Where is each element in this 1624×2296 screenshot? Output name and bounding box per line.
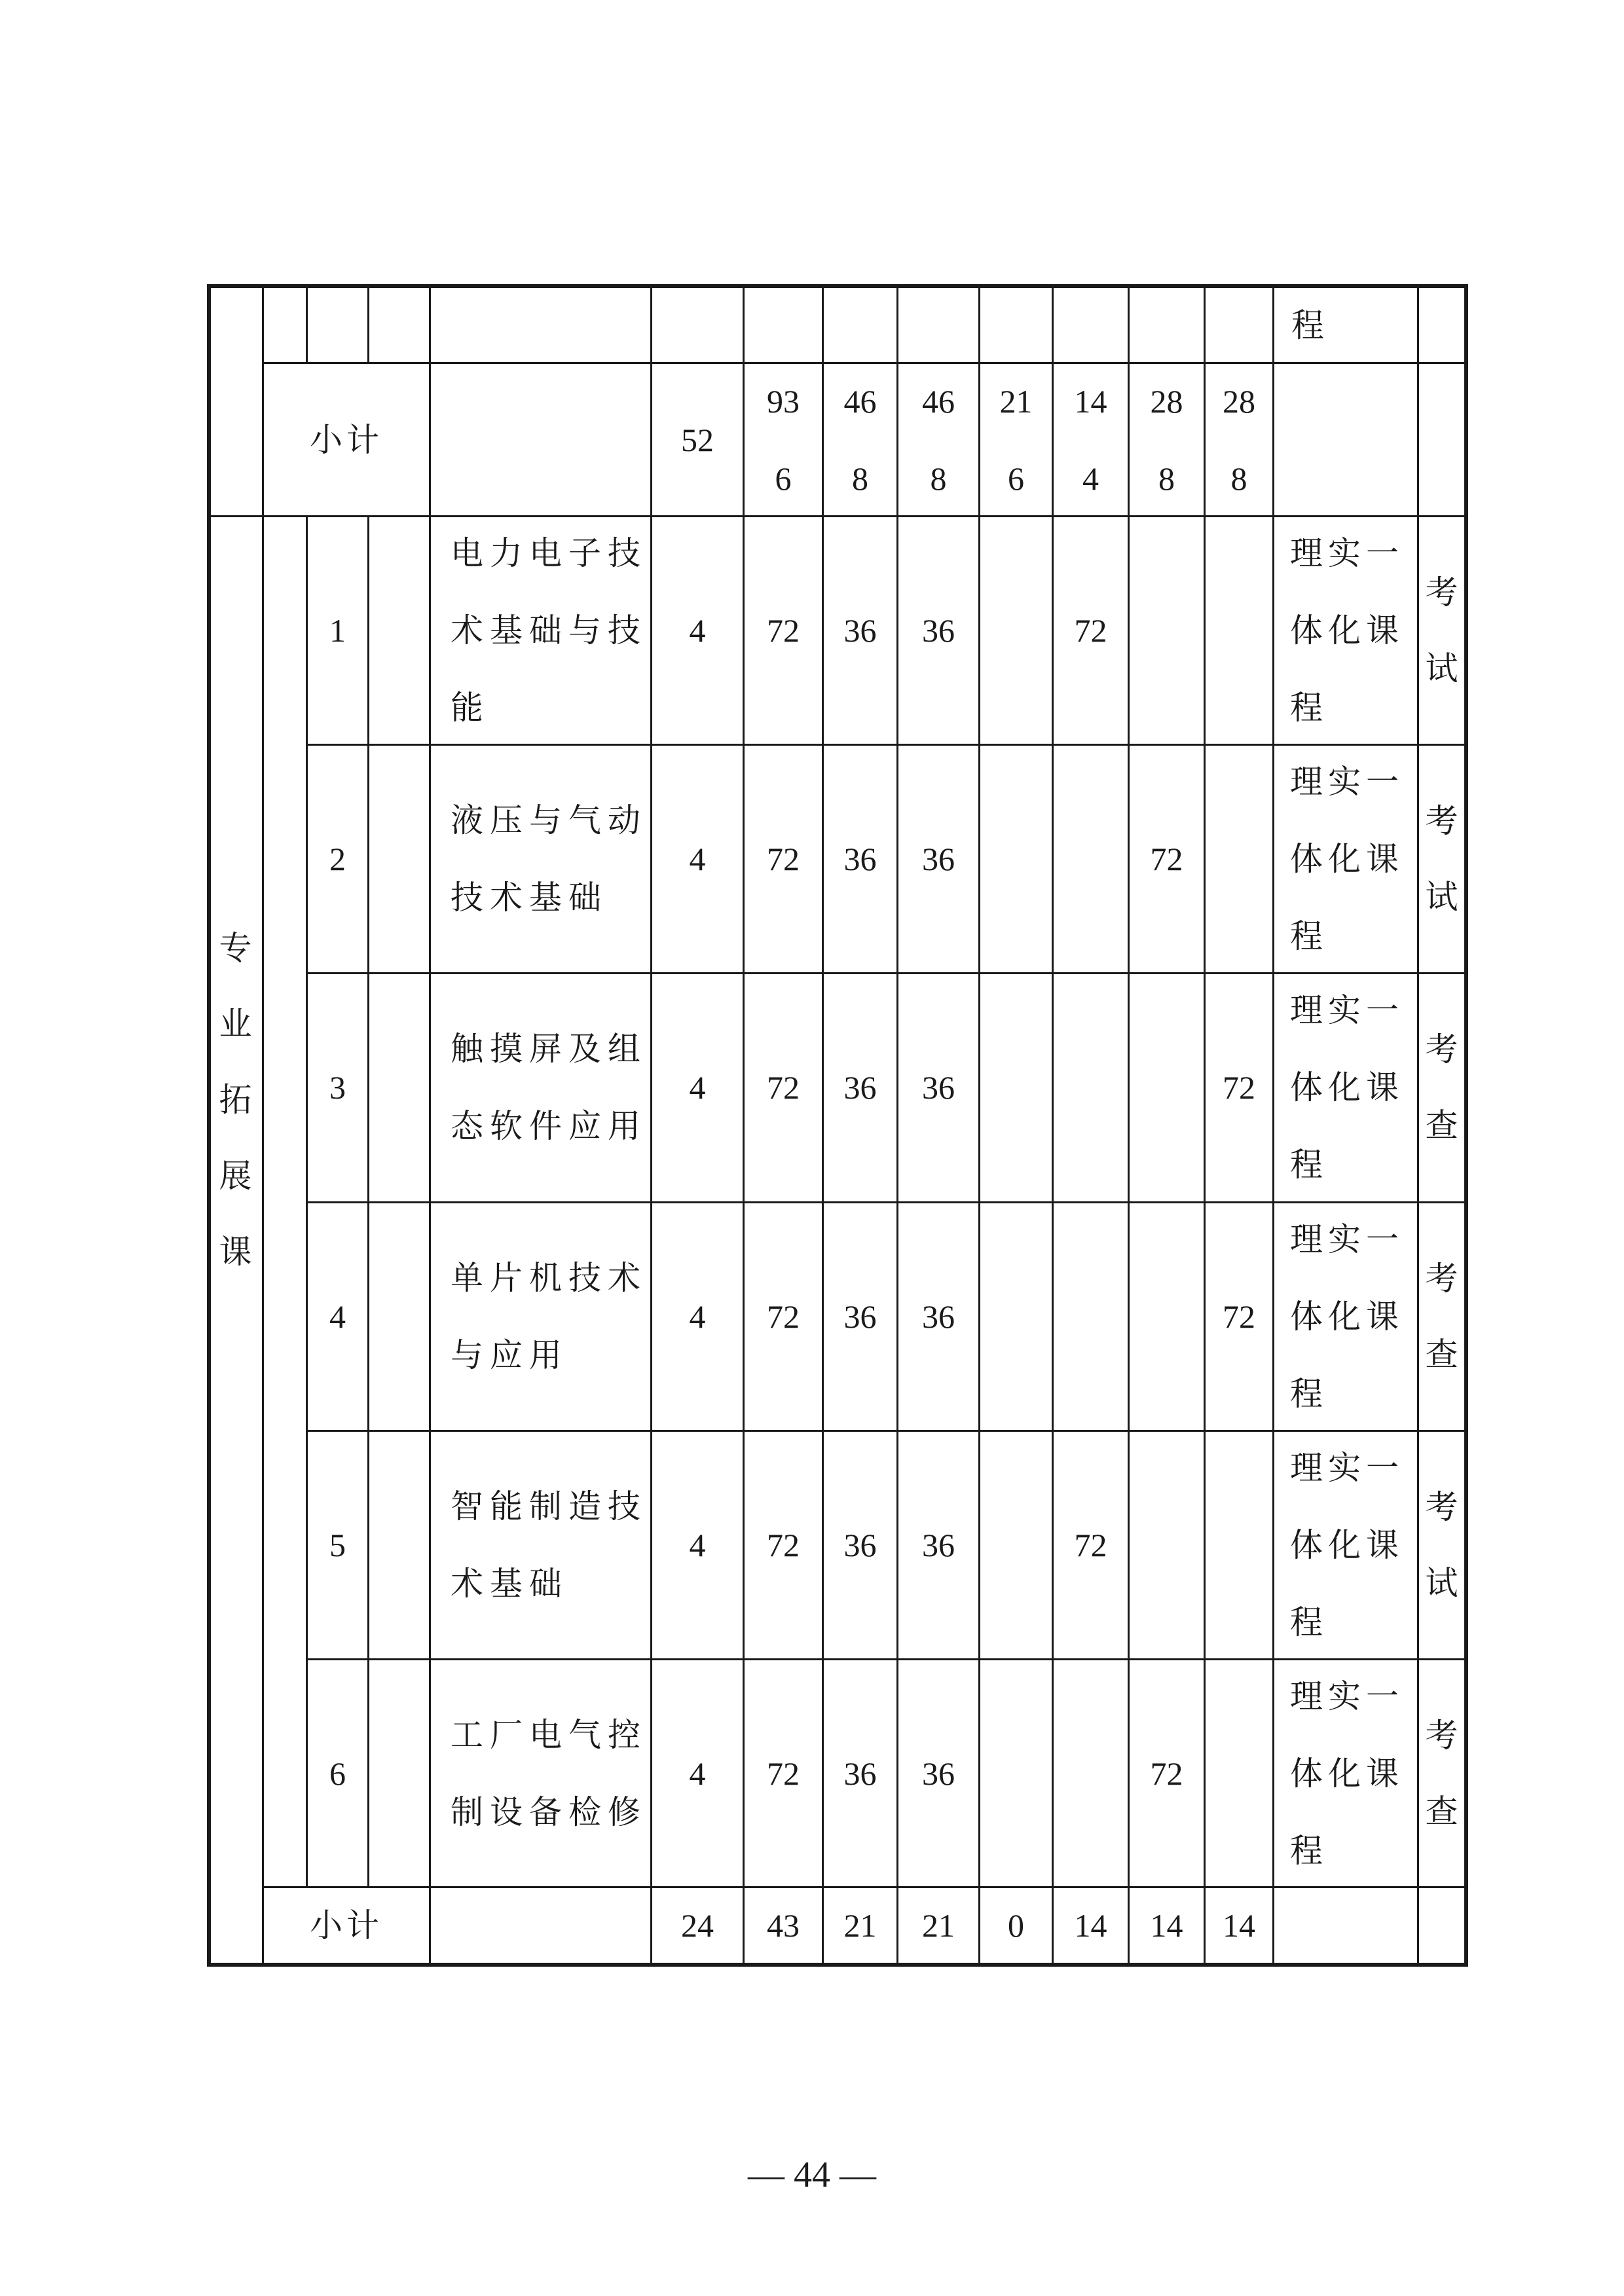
course-practice-hours-text: 36 [922, 1069, 955, 1106]
subtotal2-sem2 [1054, 1888, 1128, 1963]
course-credits-text: 4 [689, 1069, 706, 1106]
course-total-hours [745, 1432, 822, 1658]
course-number-text: 5 [329, 1527, 346, 1563]
course-remark [1290, 743, 1404, 975]
subtotal-label-text: 小计 [310, 420, 383, 459]
col-divider [429, 284, 431, 1967]
course-practice-hours [898, 1203, 978, 1430]
course-assessment-char: 试 [1425, 878, 1458, 916]
course-assessment [1419, 1241, 1464, 1393]
course-assessment-char: 查 [1425, 1336, 1458, 1374]
table-bottom-border [207, 1963, 1468, 1967]
subtotal-sem4-line: 8 [1230, 460, 1247, 497]
subtotal2-total-hours [745, 1888, 822, 1963]
course-number-text: 3 [329, 1069, 346, 1106]
course-assessment-char: 查 [1425, 1106, 1458, 1144]
subtotal2-sem4-text: 14 [1223, 1907, 1255, 1944]
col-divider [262, 284, 264, 1967]
remark-tail-text: 程 [1291, 306, 1324, 344]
course-name [451, 515, 647, 746]
course-total-hours [745, 517, 822, 744]
course-remark-line: 程 [1290, 1146, 1328, 1184]
course-credits-text: 4 [689, 612, 706, 649]
course-name-line: 态软件应用 [451, 1107, 647, 1145]
course-theory-hours-text: 36 [843, 612, 877, 649]
col-divider [367, 515, 369, 1886]
subtotal-sem2 [1054, 364, 1128, 515]
course-number [308, 517, 367, 744]
subtotal-theory-hours-line: 8 [852, 460, 868, 497]
course-practice-hours-text: 36 [922, 1755, 955, 1792]
course-practice-hours [898, 517, 978, 744]
course-remark-line: 理实一 [1290, 1449, 1404, 1487]
course-remark-line: 理实一 [1290, 991, 1404, 1029]
course-practice-hours [898, 746, 978, 972]
subtotal2-sem1-text: 0 [1008, 1907, 1024, 1944]
course-total-hours [745, 974, 822, 1201]
course-remark [1290, 515, 1404, 746]
subtotal-practice-hours-line: 8 [930, 460, 947, 497]
course-name-line: 技术基础 [451, 879, 608, 917]
course-remark-line: 体化课 [1290, 840, 1404, 878]
subtotal2-sem4 [1206, 1888, 1272, 1963]
col-divider [306, 284, 308, 362]
subtotal-total-hours-line: 6 [775, 460, 792, 497]
subtotal-theory-hours-line: 46 [843, 382, 877, 420]
subtotal-sem3-line: 28 [1150, 382, 1183, 420]
course-assessment-char: 考 [1425, 802, 1458, 840]
course-credits-text: 4 [689, 1527, 706, 1563]
course-assessment [1419, 783, 1464, 935]
course-practice-hours-text: 36 [922, 1298, 955, 1335]
course-total-hours-text: 72 [767, 1527, 800, 1563]
course-total-hours-text: 72 [767, 841, 800, 877]
subtotal-credits [652, 364, 743, 515]
course-theory-hours-text: 36 [843, 841, 877, 877]
course-semester-hours [1054, 517, 1128, 744]
subtotal-practice-hours-line: 46 [922, 382, 955, 420]
course-theory-hours [824, 974, 896, 1201]
remark-cell-continued [1274, 288, 1370, 362]
course-number [308, 974, 367, 1201]
course-assessment-char: 考 [1425, 1488, 1458, 1526]
course-name [451, 782, 647, 936]
course-practice-hours-text: 36 [922, 612, 955, 649]
subtotal2-label [264, 1888, 429, 1963]
course-practice-hours [898, 974, 978, 1201]
course-total-hours-text: 72 [767, 1069, 800, 1106]
course-semester-hours-text: 72 [1150, 1755, 1183, 1792]
course-remark-line: 程 [1290, 1603, 1328, 1641]
course-semester-hours-text: 72 [1074, 1527, 1107, 1563]
course-theory-hours [824, 1660, 896, 1887]
subtotal2-sem3 [1130, 1888, 1204, 1963]
course-credits [652, 1203, 743, 1430]
course-number-text: 4 [329, 1298, 346, 1335]
course-name [451, 1010, 647, 1165]
course-credits-text: 4 [689, 1755, 706, 1792]
subtotal-practice-hours [898, 364, 978, 515]
course-name-line: 触摸屏及组 [451, 1030, 647, 1068]
subtotal2-theory-hours [824, 1888, 896, 1963]
course-number-text: 2 [329, 841, 346, 877]
course-remark-line: 体化课 [1290, 1298, 1404, 1336]
course-assessment-char: 查 [1425, 1793, 1458, 1831]
course-assessment [1419, 555, 1464, 706]
course-remark-line: 程 [1290, 917, 1328, 955]
table-right-border [1464, 284, 1468, 1967]
course-assessment-char: 考 [1425, 1030, 1458, 1068]
subtotal2-theory-hours-text: 21 [843, 1907, 877, 1944]
course-name-line: 工厂电气控 [451, 1716, 647, 1754]
course-credits [652, 746, 743, 972]
course-remark-line: 理实一 [1290, 1677, 1404, 1715]
course-number-text: 6 [329, 1755, 346, 1792]
course-theory-hours [824, 1432, 896, 1658]
course-theory-hours-text: 36 [843, 1069, 877, 1106]
subtotal2-credits-text: 24 [681, 1907, 714, 1944]
course-assessment-char: 考 [1425, 1717, 1458, 1755]
subtotal2-practice-hours-text: 21 [922, 1907, 955, 1944]
course-number-text: 1 [329, 612, 346, 649]
course-semester-hours-text: 72 [1074, 612, 1107, 649]
course-name-line: 术基础 [451, 1565, 568, 1603]
subtotal2-total-hours-text: 43 [767, 1907, 800, 1944]
course-remark-line: 体化课 [1290, 611, 1404, 649]
category-char: 课 [219, 1233, 252, 1271]
subtotal-total-hours-line: 93 [767, 382, 800, 420]
course-remark-line: 理实一 [1290, 763, 1404, 801]
course-number [308, 1432, 367, 1658]
subtotal-sem3 [1130, 364, 1204, 515]
page-number: — 44 — [748, 2155, 876, 2195]
course-total-hours [745, 1203, 822, 1430]
course-name-line: 术基础与技 [451, 611, 647, 649]
course-semester-hours-text: 72 [1223, 1298, 1255, 1335]
subtotal-sem1-line: 6 [1008, 460, 1024, 497]
subtotal-total-hours [745, 364, 822, 515]
category-label [209, 910, 262, 1290]
course-practice-hours [898, 1432, 978, 1658]
subtotal2-sem3-text: 14 [1150, 1907, 1183, 1944]
course-remark-line: 体化课 [1290, 1755, 1404, 1793]
course-name [451, 1239, 647, 1394]
course-semester-hours-text: 72 [1223, 1069, 1255, 1106]
course-assessment [1419, 1011, 1464, 1163]
subtotal-sem4-line: 28 [1223, 382, 1255, 420]
col-divider [1272, 284, 1274, 1967]
course-total-hours-text: 72 [767, 612, 800, 649]
col-divider [978, 284, 980, 1967]
category-char: 拓 [219, 1081, 252, 1119]
subtotal-sem1 [980, 364, 1052, 515]
course-semester-hours [1130, 1660, 1204, 1887]
course-number [308, 1660, 367, 1887]
course-remark [1290, 1429, 1404, 1661]
course-remark [1290, 1201, 1404, 1432]
course-name [451, 1696, 647, 1851]
course-name-line: 液压与气动 [451, 801, 647, 839]
course-assessment-char: 试 [1425, 649, 1458, 687]
course-practice-hours [898, 1660, 978, 1887]
col-divider [367, 284, 369, 362]
course-name-line: 电力电子技 [451, 534, 647, 572]
course-name-line: 能 [451, 689, 490, 727]
course-remark-line: 程 [1290, 1375, 1328, 1413]
subtotal2-label-text: 小计 [310, 1906, 383, 1944]
subtotal-credits-text: 52 [681, 421, 714, 458]
course-semester-hours [1130, 746, 1204, 972]
course-remark-line: 理实一 [1290, 1220, 1404, 1258]
course-name-line: 单片机技术 [451, 1259, 647, 1297]
course-theory-hours-text: 36 [843, 1298, 877, 1335]
subtotal2-credits [652, 1888, 743, 1963]
course-assessment-char: 考 [1425, 574, 1458, 611]
subtotal2-sem1 [980, 1888, 1052, 1963]
subtotal-sem1-line: 21 [999, 382, 1033, 420]
course-practice-hours-text: 36 [922, 1527, 955, 1563]
course-practice-hours-text: 36 [922, 841, 955, 877]
course-name-line: 智能制造技 [451, 1487, 647, 1525]
course-name [451, 1468, 647, 1622]
course-remark-line: 程 [1290, 689, 1328, 727]
course-name-line: 制设备检修 [451, 1793, 647, 1831]
course-assessment [1419, 1698, 1464, 1850]
course-credits-text: 4 [689, 1298, 706, 1335]
subtotal-theory-hours [824, 364, 896, 515]
subtotal-sem2-line: 14 [1074, 382, 1107, 420]
course-theory-hours [824, 1203, 896, 1430]
course-assessment-char: 试 [1425, 1564, 1458, 1602]
category-char: 业 [219, 1005, 252, 1043]
course-credits [652, 1432, 743, 1658]
course-assessment-char: 考 [1425, 1260, 1458, 1298]
course-number [308, 1203, 367, 1430]
course-total-hours [745, 1660, 822, 1887]
course-theory-hours-text: 36 [843, 1755, 877, 1792]
course-credits [652, 974, 743, 1201]
course-credits [652, 517, 743, 744]
category-char: 展 [219, 1157, 252, 1195]
category-char: 专 [219, 929, 252, 967]
subtotal2-sem2-text: 14 [1074, 1907, 1107, 1944]
course-credits [652, 1660, 743, 1887]
course-semester-hours-text: 72 [1150, 841, 1183, 877]
course-total-hours-text: 72 [767, 1755, 800, 1792]
course-theory-hours [824, 517, 896, 744]
subtotal-label [264, 364, 429, 515]
subtotal2-practice-hours [898, 1888, 978, 1963]
subtotal-sem4 [1206, 364, 1272, 515]
course-total-hours [745, 746, 822, 972]
subtotal-sem3-line: 8 [1158, 460, 1175, 497]
course-remark-line: 程 [1290, 1832, 1328, 1870]
course-total-hours-text: 72 [767, 1298, 800, 1335]
course-remark-line: 体化课 [1290, 1068, 1404, 1106]
course-semester-hours [1206, 974, 1272, 1201]
course-number [308, 746, 367, 972]
course-remark-line: 体化课 [1290, 1526, 1404, 1564]
course-credits-text: 4 [689, 841, 706, 877]
course-theory-hours-text: 36 [843, 1527, 877, 1563]
course-semester-hours [1054, 1432, 1128, 1658]
course-name-line: 与应用 [451, 1336, 568, 1374]
course-semester-hours [1206, 1203, 1272, 1430]
course-theory-hours [824, 746, 896, 972]
course-assessment [1419, 1469, 1464, 1621]
course-remark [1290, 972, 1404, 1203]
course-remark-line: 理实一 [1290, 534, 1404, 572]
course-remark [1290, 1658, 1404, 1889]
subtotal-sem2-line: 4 [1082, 460, 1099, 497]
